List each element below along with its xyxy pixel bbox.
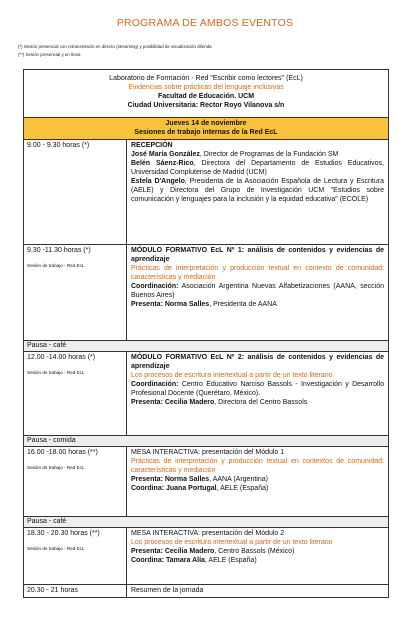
event-header bbox=[24, 70, 388, 118]
session-label: Sesión de trabajo - Red EcL bbox=[27, 263, 85, 268]
time-label: 20.30 - 21 horas bbox=[27, 587, 78, 594]
presenter-text: , AANA (Argentina) bbox=[209, 476, 268, 483]
table-row bbox=[24, 447, 388, 517]
note-streaming: (*) Sesión presencial con retransmisión en directo (streaming) y posibilidad de visualización diferida bbox=[18, 44, 212, 49]
table-row bbox=[24, 585, 388, 597]
time-cell bbox=[24, 245, 127, 340]
coord-label: Coordina: Tamara Alía bbox=[131, 557, 205, 564]
time-label: 12.00 -14.00 horas (*) bbox=[27, 354, 96, 361]
table-row bbox=[24, 352, 388, 436]
content-cell bbox=[127, 140, 388, 244]
presenter-label: Presenta: Cecilia Madero bbox=[131, 548, 215, 555]
coord-text: , AELE (España) bbox=[204, 557, 257, 564]
session-label: Sesión de trabajo - Red EcL bbox=[27, 465, 85, 470]
break-row: Pausa - café bbox=[24, 341, 388, 352]
content-cell bbox=[127, 245, 388, 340]
presenter-label: Presenta: Cecilia Madero bbox=[131, 399, 215, 406]
venue-address: Ciudad Universitaria: Rector Royo Vilanova s/n bbox=[127, 102, 285, 109]
row-topic: Los procesos de escritura intertextual a partir de un texto literario bbox=[131, 539, 333, 546]
speaker-role: , Director de Programas de la Fundación SM bbox=[199, 151, 339, 158]
speaker-role: , Presidenta de la Asociación Española de Lectura y Escritura (AELE) y Directora del Grupo de Investigación UCM "Estudios sobre comunicación y lenguajes para la inclusión y la equidad educativa" (ECOLE) bbox=[131, 178, 384, 203]
row-heading: MÓDULO FORMATIVO EcL Nº 1: análisis de contenidos y evidencias de aprendizaje bbox=[131, 247, 384, 263]
speaker-name: José María González bbox=[131, 151, 200, 158]
speaker-name: Estela D'Angelo bbox=[131, 178, 185, 185]
day-date: Jueves 14 de noviembre bbox=[165, 120, 247, 127]
break-row: Pausa - café bbox=[24, 517, 388, 528]
presenter-label: Presenta: Norma Salles bbox=[131, 476, 210, 483]
time-cell bbox=[24, 447, 127, 516]
session-label: Sesión de trabajo - Red EcL bbox=[27, 546, 85, 551]
day-subtitle: Sesiones de trabajo internas de la Red EcL bbox=[134, 129, 278, 136]
time-label: 16.00 -18.00 horas (**) bbox=[27, 449, 98, 456]
table-row bbox=[24, 528, 388, 585]
row-heading: RECEPCIÓN bbox=[131, 142, 173, 149]
program-table bbox=[23, 69, 389, 598]
time-label: 9.00 - 9.30 horas (*) bbox=[27, 142, 90, 149]
presenter-label: Presenta: Norma Salles bbox=[131, 301, 210, 308]
coord-label: Coordina: Juana Portugal bbox=[131, 485, 217, 492]
content-cell bbox=[127, 585, 388, 597]
time-cell bbox=[24, 585, 127, 597]
note-online: (**) Sesión presencial y en línea bbox=[18, 52, 81, 57]
content-cell bbox=[127, 528, 388, 584]
time-label: 9.30 -11.30 horas (*) bbox=[27, 247, 91, 254]
speaker-name: Belén Sáenz-Rico bbox=[131, 160, 194, 167]
content-cell bbox=[127, 447, 388, 516]
table-row bbox=[24, 140, 388, 245]
time-cell bbox=[24, 528, 127, 584]
coord-label: Coordinación: bbox=[131, 381, 179, 388]
row-topic: Prácticas de interpretación y producción textual en contexto de comunidad: características y mediación bbox=[131, 265, 384, 281]
content-cell bbox=[127, 352, 388, 435]
row-topic: Los procesos de escritura intertextual a partir de un texto literario bbox=[131, 372, 333, 379]
coord-text: Asociación Argentina Nuevas Alfabetizaciones (AANA, sección Buenos Aires) bbox=[131, 283, 384, 299]
lab-title: Laboratorio de Formación - Red "Escribir como lectores" (EcL) bbox=[109, 75, 303, 82]
row-heading: Resumen de la jornada bbox=[131, 587, 204, 594]
coord-text: Centro Educativo Narciso Bassols - Investigación y Desarrollo Profesional Docente (Querétaro, México). bbox=[131, 381, 384, 397]
row-heading: MÓDULO FORMATIVO EcL Nº 2: análisis de contenidos y evidencias de aprendizaje bbox=[131, 354, 384, 370]
speaker-role: , Directora del Departamento de Estudios Educativos, Universidad Complutense de Madrid (UCM) bbox=[131, 160, 384, 176]
row-heading: MESA INTERACTIVA: presentación del Módulo 1 bbox=[131, 449, 285, 456]
coord-text: , AELE (España) bbox=[216, 485, 269, 492]
event-subtitle: Evidencias sobre prácticas del lenguaje inclusivas bbox=[128, 84, 284, 91]
row-heading: MESA INTERACTIVA: presentación del Módulo 2 bbox=[131, 530, 285, 537]
day-banner bbox=[24, 118, 388, 140]
break-row: Pausa - comida bbox=[24, 436, 388, 447]
presenter-text: , Centro Bassols (México) bbox=[214, 548, 295, 555]
presenter-text: , Directora del Centro Bassols bbox=[214, 399, 308, 406]
time-label: 18.30 - 20.30 horas (**) bbox=[27, 530, 100, 537]
venue-faculty: Facultad de Educación. UCM bbox=[157, 93, 255, 100]
coord-label: Coordinación: bbox=[131, 283, 179, 290]
table-row bbox=[24, 245, 388, 341]
row-topic: Prácticas de interpretación y producción textual en contextos de comunidad: características y mediación bbox=[131, 458, 384, 474]
presenter-text: , Presidenta de AANA bbox=[209, 301, 277, 308]
time-cell bbox=[24, 140, 127, 244]
time-cell bbox=[24, 352, 127, 435]
page-title: PROGRAMA DE AMBOS EVENTOS bbox=[116, 17, 294, 29]
session-label: Sesión de trabajo - Red EcL bbox=[27, 370, 85, 375]
